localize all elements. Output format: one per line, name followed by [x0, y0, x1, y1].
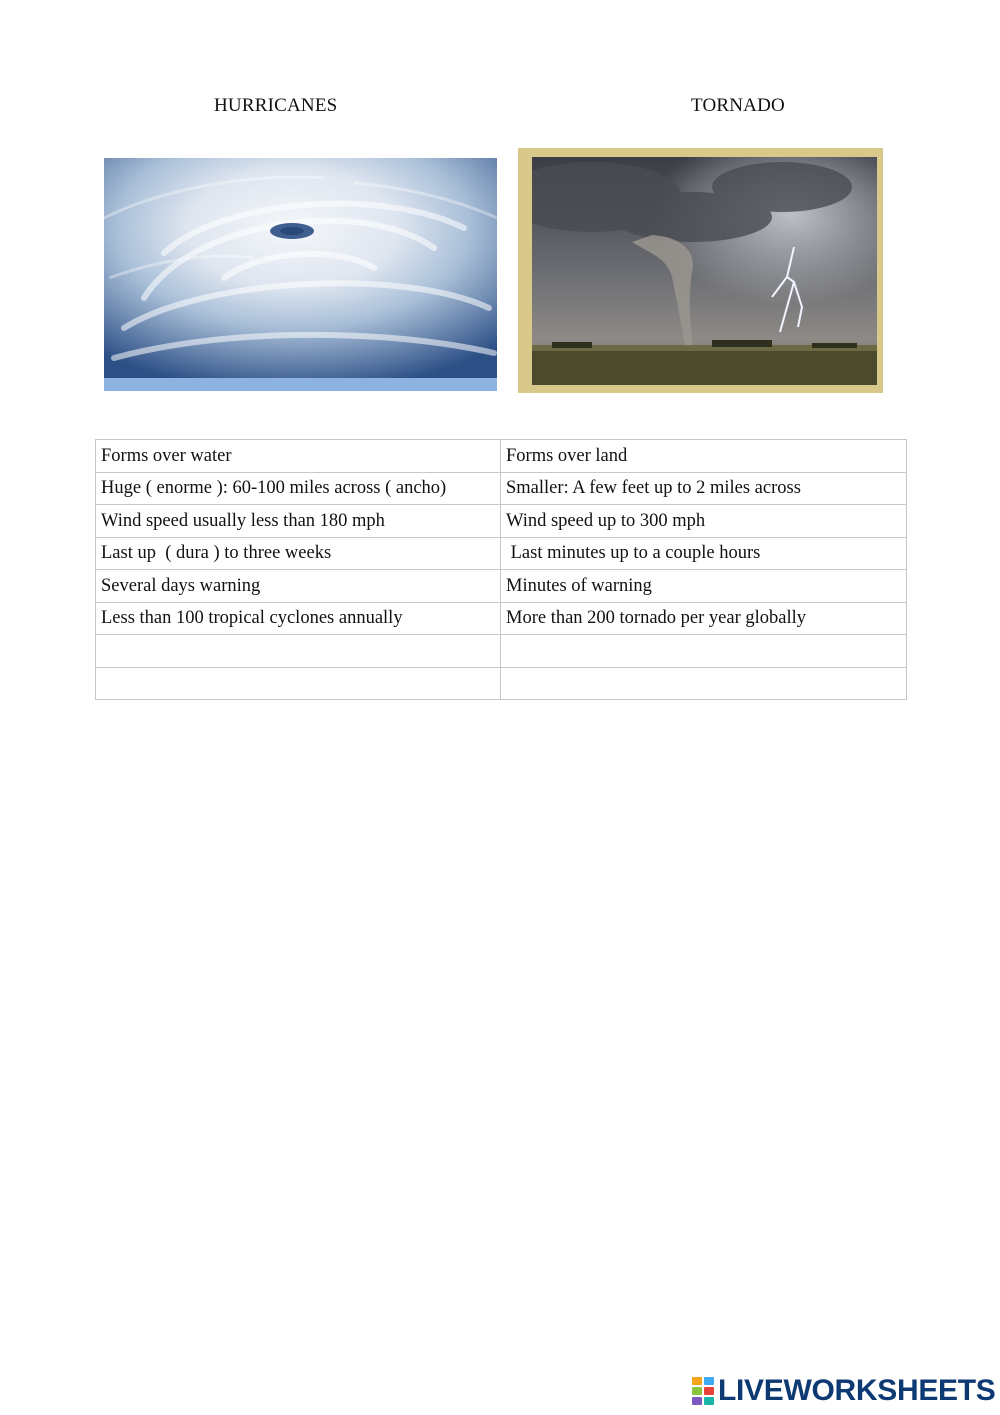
- table-cell-blank[interactable]: [501, 635, 907, 668]
- logo-tile: [692, 1377, 702, 1385]
- hurricane-photo: [104, 158, 497, 391]
- table-cell-hurricane: Several days warning: [96, 570, 501, 603]
- table-cell-hurricane: Huge ( enorme ): 60-100 miles across ( ancho): [96, 472, 501, 505]
- table-row-empty: [96, 635, 907, 668]
- table-cell-blank[interactable]: [96, 667, 501, 700]
- liveworksheets-logo-icon: [692, 1377, 714, 1405]
- table-row: [96, 602, 907, 635]
- table-row-empty: [96, 667, 907, 700]
- logo-tile: [704, 1377, 714, 1385]
- table-cell-tornado: Wind speed up to 300 mph: [501, 505, 907, 538]
- table-row: [96, 537, 907, 570]
- table-cell-tornado: More than 200 tornado per year globally: [501, 602, 907, 635]
- table-cell-tornado: Forms over land: [501, 440, 907, 473]
- logo-tile: [704, 1387, 714, 1395]
- tornado-photo: [532, 157, 877, 385]
- table-cell-tornado: Minutes of warning: [501, 570, 907, 603]
- heading-tornado: TORNADO: [691, 95, 785, 116]
- table-cell-hurricane: Less than 100 tropical cyclones annually: [96, 602, 501, 635]
- brand-text: LIVEWORKSHEETS: [718, 1374, 996, 1407]
- comparison-table: [95, 439, 907, 700]
- logo-tile: [692, 1387, 702, 1395]
- table-cell-blank[interactable]: [501, 667, 907, 700]
- logo-tile: [692, 1397, 702, 1405]
- table-cell-hurricane: Last up ( dura ) to three weeks: [96, 537, 501, 570]
- table-cell-tornado: Last minutes up to a couple hours: [501, 537, 907, 570]
- tornado-photo-frame: [518, 148, 883, 393]
- table-row: [96, 505, 907, 538]
- heading-hurricanes: HURRICANES: [214, 95, 338, 116]
- table-cell-hurricane: Forms over water: [96, 440, 501, 473]
- table-cell-hurricane: Wind speed usually less than 180 mph: [96, 505, 501, 538]
- logo-tile: [704, 1397, 714, 1405]
- table-cell-blank[interactable]: [96, 635, 501, 668]
- table-row: [96, 570, 907, 603]
- liveworksheets-brand[interactable]: [692, 1374, 996, 1408]
- table-row: [96, 472, 907, 505]
- table-cell-tornado: Smaller: A few feet up to 2 miles across: [501, 472, 907, 505]
- table-row: [96, 440, 907, 473]
